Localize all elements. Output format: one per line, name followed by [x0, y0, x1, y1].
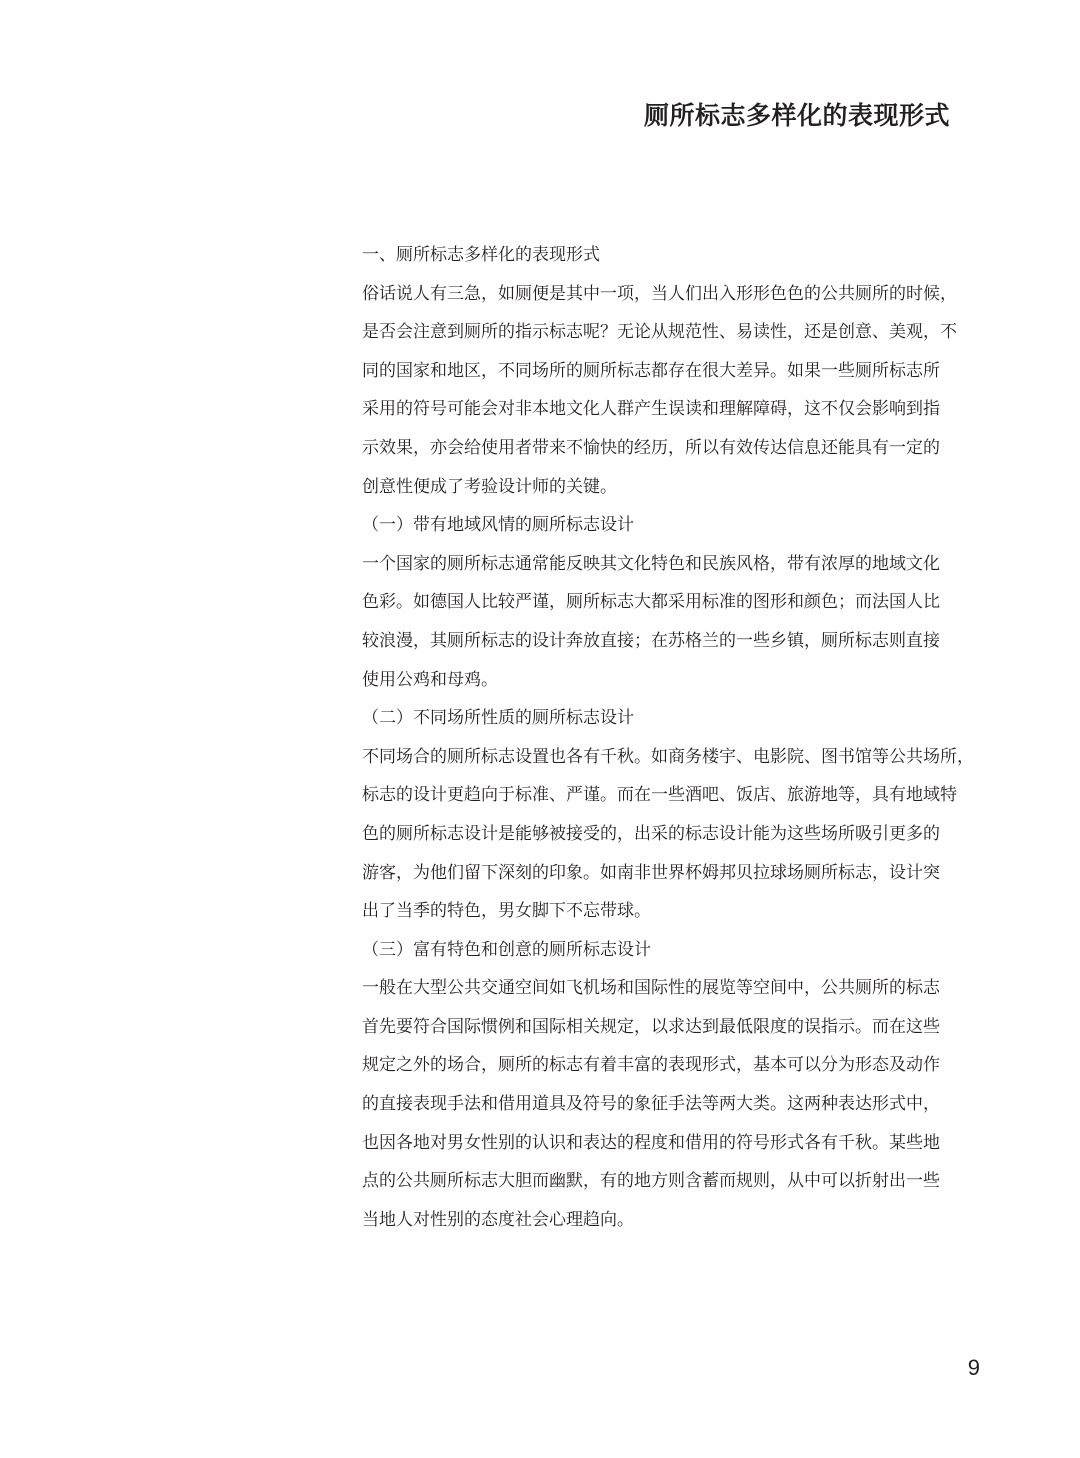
paragraph-line: 是否会注意到厕所的指示标志呢？无论从规范性、易读性，还是创意、美观，不: [362, 322, 957, 343]
paragraph-line: 首先要符合国际惯例和国际相关规定，以求达到最低限度的误指示。而在这些: [362, 1016, 940, 1037]
paragraph-line: 标志的设计更趋向于标准、严谨。而在一些酒吧、饭店、旅游地等，具有地域特: [362, 785, 957, 806]
paragraph-line: 规定之外的场合，厕所的标志有着丰富的表现形式，基本可以分为形态及动作: [362, 1055, 940, 1076]
intro-paragraph: [362, 275, 984, 507]
paragraph-line: 游客，为他们留下深刻的印象。如南非世界杯姆邦贝拉球场厕所标志，设计突: [362, 862, 940, 883]
body-text: [362, 236, 984, 1239]
paragraph-line: 一般在大型公共交通空间如飞机场和国际性的展览等空间中，公共厕所的标志: [362, 978, 940, 999]
subsection-paragraph: [362, 738, 984, 931]
subsection-paragraph: [362, 969, 984, 1239]
paragraph-line: 使用公鸡和母鸡。: [362, 669, 498, 690]
paragraph-line: 点的公共厕所标志大胆而幽默，有的地方则含蓄而规则，从中可以折射出一些: [362, 1171, 940, 1192]
paragraph-line: 色彩。如德国人比较严谨，厕所标志大都采用标准的图形和颜色；而法国人比: [362, 592, 940, 613]
paragraph-line: 出了当季的特色，男女脚下不忘带球。: [362, 901, 651, 922]
subsection-heading: （三）富有特色和创意的厕所标志设计: [362, 939, 651, 960]
paragraph-line: 当地人对性别的态度社会心理趋向。: [362, 1209, 634, 1230]
subsection-heading: （一）带有地域风情的厕所标志设计: [362, 515, 634, 536]
paragraph-line: 俗话说人有三急，如厕便是其中一项，当人们出入形形色色的公共厕所的时候，: [362, 283, 957, 304]
paragraph-line: 较浪漫，其厕所标志的设计奔放直接；在苏格兰的一些乡镇，厕所标志则直接: [362, 630, 940, 651]
paragraph-line: 同的国家和地区，不同场所的厕所标志都存在很大差异。如果一些厕所标志所: [362, 360, 940, 381]
subsection-heading: （二）不同场所性质的厕所标志设计: [362, 708, 634, 729]
section-heading: 一、厕所标志多样化的表现形式: [362, 245, 600, 265]
page-title: 厕所标志多样化的表现形式: [643, 101, 950, 130]
paragraph-line: 创意性便成了考验设计师的关键。: [362, 476, 617, 497]
subsection-paragraph: [362, 545, 984, 699]
paragraph-line: 一个国家的厕所标志通常能反映其文化特色和民族风格，带有浓厚的地域文化: [362, 553, 940, 574]
paragraph-line: 色的厕所标志设计是能够被接受的，出采的标志设计能为这些场所吸引更多的: [362, 823, 940, 844]
paragraph-line: 也因各地对男女性别的认识和表达的程度和借用的符号形式各有千秋。某些地: [362, 1132, 940, 1153]
paragraph-line: 的直接表现手法和借用道具及符号的象征手法等两大类。这两种表达形式中，: [362, 1094, 940, 1115]
page-number: 9: [967, 1355, 980, 1380]
paragraph-line: 示效果，亦会给使用者带来不愉快的经历，所以有效传达信息还能具有一定的: [362, 437, 940, 458]
paragraph-line: 采用的符号可能会对非本地文化人群产生误读和理解障碍，这不仅会影响到指: [362, 399, 940, 420]
paragraph-line: 不同场合的厕所标志设置也各有千秋。如商务楼宇、电影院、图书馆等公共场所，: [362, 746, 974, 767]
